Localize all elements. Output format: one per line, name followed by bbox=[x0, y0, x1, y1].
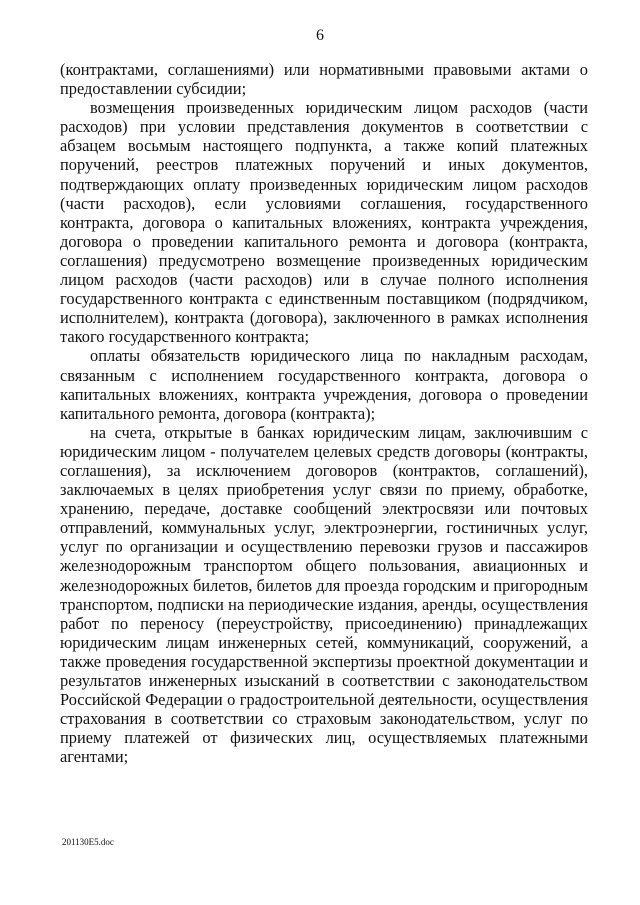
document-file-code: 201130E5.doc bbox=[62, 837, 114, 847]
paragraph-bank-accounts: на счета, открытые в банках юридическим лицам, заключившим с юридическим лицом - получателем целевых средств договоры (контракты, соглашения), за исключением договоров (контрактов, соглашений), заключаемых в целях приобретения услуг связи по приему, обработке, хранению, передаче, доставке сообщений электросвязи или почтовых отправлений, коммунальных услуг, электроэнергии, гостиничных услуг, услуг по организации и осуществлению перевозки грузов и пассажиров железнодорожным транспортом общего пользования, авиационных и железнодорожных билетов, билетов для проезда городским и пригородным транспортом, подписки на периодические издания, аренды, осуществления работ по переносу (переустройству, присоединению) принадлежащих юридическим лицам инженерных сетей, коммуникаций, сооружений, а также проведения государственной экспертизы проектной документации и результатов инженерных изысканий в соответствии с законодательством Российской Федерации о градостроительной деятельности, осуществления страхования в соответствии со страховым законодательством, услуг по приему платежей от физических лиц, осуществляемых платежными агентами; bbox=[60, 422, 588, 767]
document-body bbox=[60, 60, 588, 766]
paragraph-overhead-payment: оплаты обязательств юридического лица по накладным расходам, связанным с исполнением государственного контракта, договора о капитальных вложениях, контракта учреждения, договора о проведении капитального ремонта, договора (контракта); bbox=[60, 346, 588, 423]
paragraph-reimbursement: возмещения произведенных юридическим лицом расходов (части расходов) при условии представления документов в соответствии с абзацем восьмым настоящего подпункта, а также копий платежных поручений, реестров платежных поручений и иных документов, подтверждающих оплату произведенных юридическим лицом расходов (части расходов), если условиями соглашения, государственного контракта, договора о капитальных вложениях, контракта учреждения, договора о проведении капитального ремонта и договора (контракта, соглашения) предусмотрено возмещение произведенных юридическим лицом расходов (части расходов) или в случае полного исполнения государственного контракта с единственным поставщиком (подрядчиком, исполнителем), контракта (договора), заключенного в рамках исполнения такого государственного контракта; bbox=[60, 98, 588, 347]
page-number: 6 bbox=[316, 27, 324, 44]
paragraph-continuation: (контрактами, соглашениями) или нормативными правовыми актами о предоставлении субсидии; bbox=[60, 60, 588, 99]
